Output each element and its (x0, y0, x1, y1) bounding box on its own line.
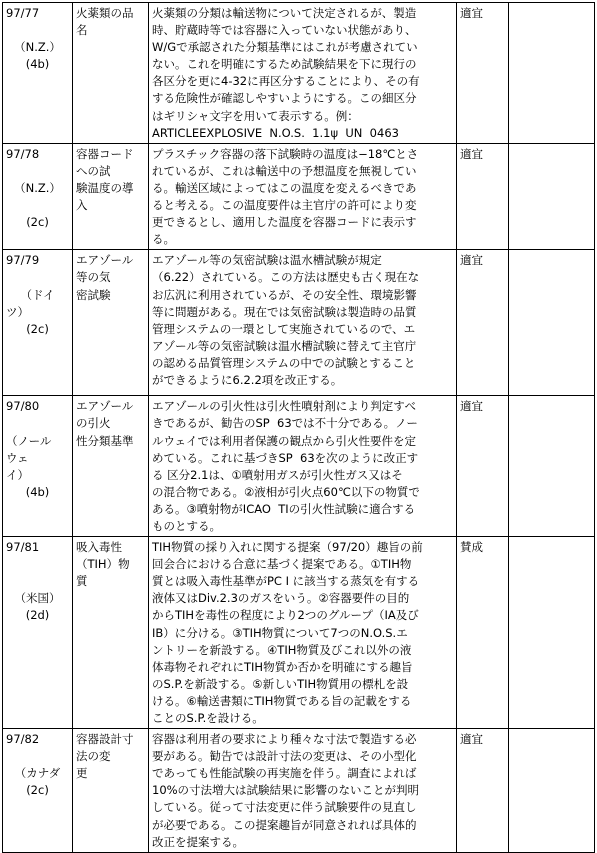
subject-cell (73, 250, 149, 396)
proposer-continued: ツ） (6, 304, 29, 319)
summary-line: る 区分2.1は、①噴射用ガスが引火性ガス又はそ (152, 467, 403, 482)
summary-line: ARTICLEEXPLOSIVE N.O.S. 1.1ψ UN 0463 (152, 125, 399, 140)
summary-line: 火薬類の分類は輸送物について決定されるが、製造 (152, 6, 417, 20)
subject-line: 火薬類の品 (76, 6, 134, 20)
document-id-cell (3, 143, 73, 250)
summary-line: （6.22）されている。この方法は歴史も古く現在な (152, 270, 420, 285)
summary-line: ものとする。 (152, 518, 221, 533)
opinion: 適宜 (460, 253, 483, 268)
category-code: (2c) (26, 215, 49, 230)
category-code: (2d) (25, 608, 50, 623)
subject-line: 法の変 (76, 749, 111, 764)
summary-line: の認める品質管理システムの中での試験とすること (152, 355, 416, 370)
subject-line: 容器設計寸 (76, 732, 134, 747)
opinion-cell (457, 250, 509, 396)
summary-line: 質とは吸入毒性基準がPC I に該当する蒸気を有する (152, 574, 420, 589)
subject-line: 更 (76, 766, 88, 781)
summary-line: れているが、これは輸送中の予想温度を無視してい (152, 163, 417, 178)
subject-line: の引火 (76, 416, 111, 431)
opinion: 適宜 (460, 6, 483, 20)
subject-line: エアゾール (76, 399, 134, 414)
opinion: 賛成 (460, 540, 483, 555)
opinion-cell (457, 143, 509, 250)
subject-line: エアゾール (76, 253, 134, 268)
proposer: （カナダ (14, 766, 61, 781)
summary-line: めている。これに基づきSP 63を次のように改正す (152, 450, 419, 465)
summary-line: アゾール等の気密試験は温水槽試験に替えて主官庁 (152, 338, 417, 353)
proposer: （ノール (6, 433, 52, 448)
summary-line: W/Gで承認された分類基準にはこれが考慮されてい (152, 40, 418, 55)
document-number: 97/81 (6, 540, 40, 555)
summary-line: 要がある。勧告では設計寸法の変更は、その小型化 (152, 749, 417, 764)
proposer-continued: イ） (6, 467, 29, 482)
summary-line: ができるように6.2.2項を改正する。 (152, 372, 343, 387)
summary-line: る。輸送区域によってはこの温度を変えるべきであ (152, 180, 417, 195)
remarks-cell (509, 396, 595, 537)
summary-line: 更できるとし、適用した温度を容器コードに表示す (152, 215, 417, 230)
category-code: (2c) (26, 321, 49, 336)
document-number: 97/80 (6, 399, 40, 414)
document-id-cell (3, 537, 73, 729)
subject-line: 名 (76, 23, 88, 38)
summary-line: 改正を提案する。 (152, 834, 244, 849)
subject-line: 入 (76, 198, 88, 213)
summary-line: 等に問題がある。現在では気密試験は製造時の品質 (152, 304, 417, 319)
subject-line: 験温度の導 (76, 180, 134, 195)
summary-line: 回会合における合意に基づく提案である。①TIH物 (152, 557, 412, 572)
summary-line: ントリーを新設する。④TIH物質及びこれ以外の液 (152, 642, 412, 657)
summary-line: する危険性が確認しやすいようにする。この細区分 (152, 91, 417, 106)
summary-line: 容器は利用者の要求により種々な寸法で製造する必 (152, 732, 417, 747)
document-id-cell (3, 3, 73, 144)
summary-line: TIH物質の採り入れに関する提案（97/20）趣旨の前 (152, 540, 423, 555)
subject-line: への試 (76, 163, 111, 178)
summary-line: プラスチック容器の落下試験時の温度は−18℃とさ (152, 146, 419, 161)
opinion: 適宜 (460, 732, 483, 747)
summary-line: の混合物である。②液相が引火点60℃以下の物質で (152, 484, 420, 499)
table-row (3, 250, 595, 396)
subject-line: 吸入毒性 (76, 540, 122, 555)
summary-line: きであるが、勧告のSP 63では不十分である。ノー (152, 416, 418, 431)
opinion: 適宜 (460, 399, 483, 414)
summary-line: 体毒物それぞれにTIH物質か否かを明確にする趣旨 (152, 659, 413, 674)
summary-line: IB）に分ける。③TIH物質について7つのN.O.S.エ (152, 625, 408, 640)
subject-cell (73, 537, 149, 729)
summary-line: ある。③噴射物がICAO TIの引火性試験に適合する (152, 501, 416, 516)
summary-line: はギリシャ文字を用いて表示する。例： (152, 108, 359, 123)
table-row (3, 396, 595, 537)
table-row (3, 143, 595, 250)
table-row (3, 3, 595, 144)
summary-line: お広汎に利用されているが、その安全性、環境影響 (152, 287, 417, 302)
proposer: （N.Z.） (14, 180, 61, 195)
proposer: （N.Z.） (14, 40, 61, 55)
remarks-cell (509, 250, 595, 396)
summary-line: している。従って寸法変更に伴う試験要件の見直し (152, 800, 417, 815)
summary-line: ことのS.P.を設ける。 (152, 711, 264, 725)
summary-line: であっても性能試験の再実施を伴う。調査によれば (152, 766, 417, 781)
summary-line: からTIHを毒性の程度により2つのグループ（IA及び (152, 608, 419, 623)
summary-cell (149, 3, 457, 144)
summary-line: ける。⑥輸送書類にTIH物質である旨の記載をする (152, 693, 412, 708)
category-code: (4b) (25, 57, 50, 72)
subject-cell (73, 143, 149, 250)
subject-cell (73, 396, 149, 537)
remarks-cell (509, 3, 595, 144)
summary-line: エアゾール等の気密試験は温水槽試験が規定 (152, 253, 382, 268)
subject-line: 性分類基準 (76, 433, 134, 448)
document-number: 97/82 (6, 732, 40, 747)
summary-line: ルウェイでは利用者保護の観点から引火性要件を定 (152, 433, 417, 448)
subject-line: 密試験 (76, 287, 111, 302)
proposer: （ドイ (20, 287, 55, 302)
summary-cell (149, 250, 457, 396)
remarks-cell (509, 143, 595, 250)
summary-line: ると考える。この温度要件は主官庁の許可により変 (152, 198, 417, 213)
summary-cell (149, 537, 457, 729)
category-code: (4b) (25, 484, 50, 499)
summary-line: ない。これを明確にするため試験結果を下に現行の (152, 57, 417, 72)
summary-line: る。 (152, 232, 175, 247)
summary-line: 各区分を更に4-32に再区分することにより、その有 (152, 74, 420, 89)
opinion-cell (457, 537, 509, 729)
category-code: (2c) (26, 783, 49, 798)
document-number: 97/77 (6, 6, 40, 20)
document-number: 97/78 (6, 146, 40, 161)
summary-cell (149, 396, 457, 537)
subject-cell (73, 3, 149, 144)
proposer: （米国） (14, 591, 61, 606)
summary-line: 10%の寸法増大は試験結果に影響のないことが判明 (152, 783, 420, 798)
summary-line: 時、貯蔵時等では容器に入っていない状態があり、 (152, 23, 417, 38)
summary-line: が必要である。この提案趣旨が同意されれば具体的 (152, 817, 417, 832)
subject-line: （TIH）物 (76, 557, 130, 572)
remarks-cell (509, 537, 595, 729)
summary-line: エアゾールの引火性は引火性噴射剤により判定すべ (152, 399, 417, 414)
opinion: 適宜 (460, 146, 483, 161)
summary-line: 液体又はDiv.2.3のガスをいう。②容器要件の目的 (152, 591, 410, 606)
document-id-cell (3, 396, 73, 537)
summary-line: 管理システムの一環として実施されているので、エ (152, 321, 416, 336)
document-id-cell (3, 250, 73, 396)
proposal-table-body (3, 3, 595, 853)
table-row (3, 537, 595, 729)
summary-cell (149, 143, 457, 250)
subject-line: 等の気 (76, 270, 111, 285)
proposal-table (2, 2, 595, 853)
subject-line: 質 (76, 574, 88, 589)
opinion-cell (457, 3, 509, 144)
proposer-continued: ウェ (6, 450, 29, 465)
summary-line: のS.P.を新設する。⑤新しいTIH物質用の標札を設 (152, 676, 409, 691)
document-number: 97/79 (6, 253, 40, 268)
opinion-cell (457, 396, 509, 537)
subject-line: 容器コード (76, 146, 134, 161)
